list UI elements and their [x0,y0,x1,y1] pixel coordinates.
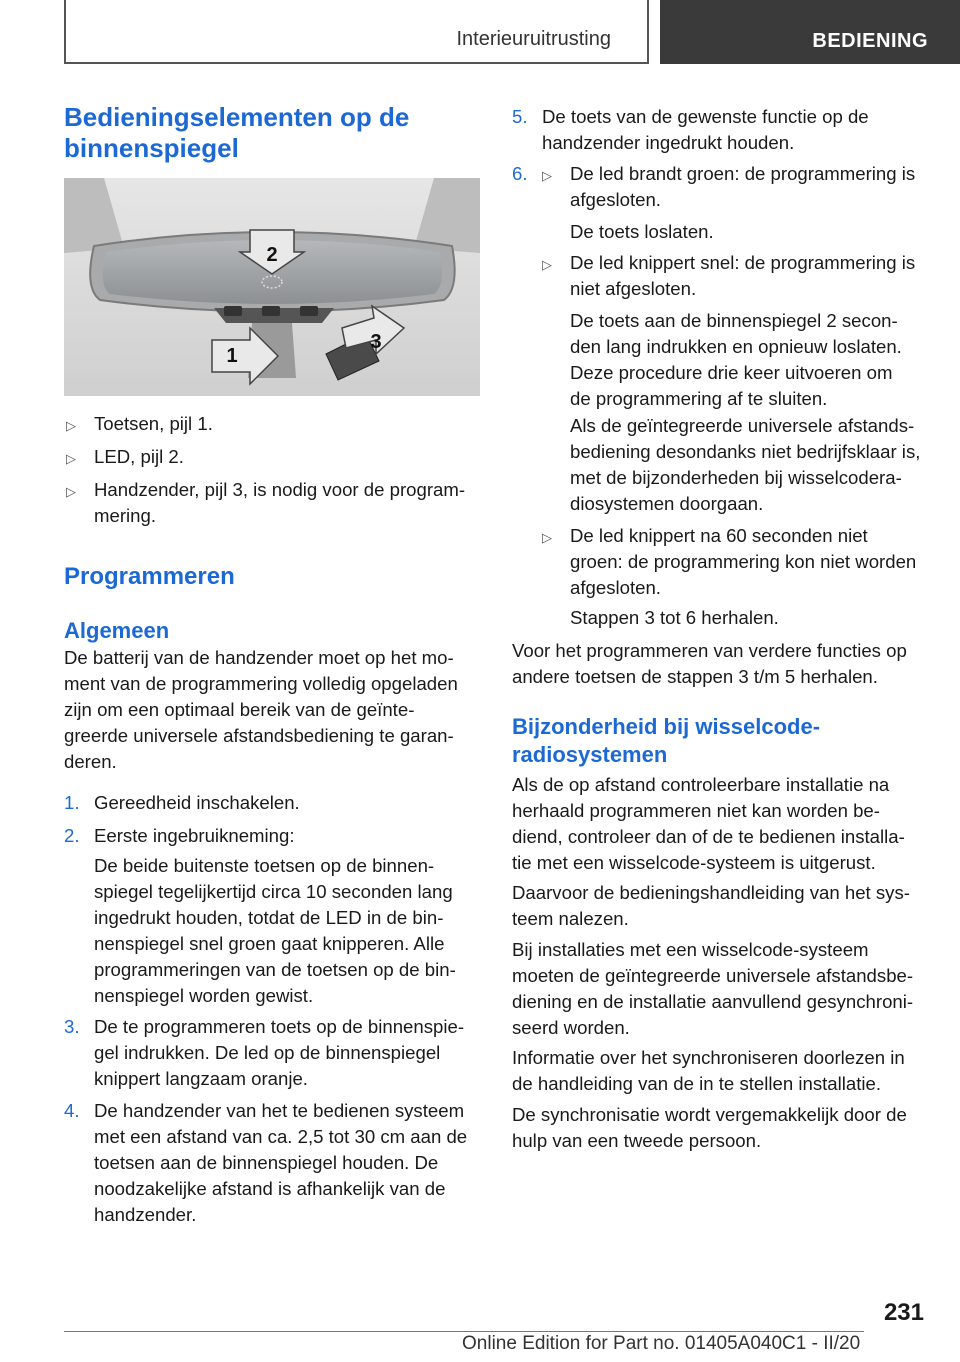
step-number: 6. [512,163,528,184]
step-detail: De toets loslaten. [570,221,714,242]
bullet-icon: ▷ [542,168,552,183]
heading-wisselcode: Bijzonderheid bij wisselcode- radiosystemen [512,714,821,767]
step-text: Eerste ingebruikneming: [94,825,295,846]
page-title: Bedieningselementen op de binnenspiegel [64,102,410,163]
footer-rule [64,1331,864,1332]
step-detail: De beide buitenste toetsen op de binnen- spiegel tegelijkertijd circa 10 seconden lang ingedrukt houden, totdat de LED in de bin- nenspiegel snel groen gaat knipperen. Alle programmeringen van de toetsen op de bin- nenspiegel worden gewist. [94,855,456,1006]
paragraph: Daarvoor de bedieningshandleiding van het sys- teem nalezen. [512,882,910,929]
bullet-icon: ▷ [542,530,552,545]
header-section: Interieuruitrusting [456,28,611,50]
step-text: Gereedheid inschakelen. [94,792,300,813]
step-number: 5. [512,106,528,127]
step-detail: Als de geïntegreerde universele afstands- bediening desondanks niet bedrijfsklaar is, met de bijzonderheden bij wisselcodera- diosystemen doorgaan. [570,415,921,514]
figure-label-3: 3 [370,331,382,353]
bullet-icon: ▷ [542,257,552,272]
intro-paragraph: De batterij van de handzender moet op het mo- ment van de programmering volledig opgeladen zijn om een optimaal bereik van de geïnte- greerde universele afstandsbediening te garan- deren. [64,647,458,772]
page-number: 231 [883,1299,924,1326]
step-text: De toets van de gewenste functie op de handzender ingedrukt houden. [542,106,869,153]
bullet-item: Handzender, pijl 3, is nodig voor de program- [94,479,466,500]
footer-edition: Online Edition for Part no. 01405A040C1 - II/20 [462,1333,861,1354]
step-number: 2. [64,825,80,846]
paragraph: De synchronisatie wordt vergemakkelijk door de hulp van een tweede persoon. [512,1104,907,1151]
step-number: 3. [64,1016,80,1037]
figure-label-2: 2 [266,244,278,266]
bullet-icon: ▷ [66,451,76,466]
heading-programmeren: Programmeren [64,563,235,590]
figure-label-1: 1 [226,345,238,367]
step-text: De led brandt groen: de programmering is afgesloten. [570,163,916,210]
step-detail: De toets aan de binnenspiegel 2 secon- den lang indrukken en opnieuw loslaten. Deze procedure drie keer uitvoeren om de programmering af te sluiten. [570,310,902,409]
heading-algemeen: Algemeen [64,618,170,643]
bullet-icon: ▷ [66,418,76,433]
bullet-icon: ▷ [66,484,76,499]
step-number: 1. [64,792,80,813]
mirror-figure [64,178,480,396]
paragraph: Voor het programmeren van verdere functies op andere toetsen de stappen 3 t/m 5 herhalen. [512,640,907,687]
bullet-item: LED, pijl 2. [94,446,184,467]
bullet-item: Toetsen, pijl 1. [94,413,213,434]
step-text: De led knippert na 60 seconden niet groen: de programmering kon niet worden afgesloten. [570,525,917,598]
bullet-item-cont: mering. [94,505,157,526]
header-chapter: BEDIENING [660,0,960,64]
paragraph: Informatie over het synchroniseren doorlezen in de handleiding van de in te stellen installatie. [512,1047,905,1094]
step-text: De te programmeren toets op de binnenspie- gel indrukken. De led op de binnenspiegel knippert langzaam oranje. [94,1016,465,1089]
header-left-frame [64,0,649,64]
step-text: De handzender van het te bedienen systeem met een afstand van ca. 2,5 tot 30 cm aan de toetsen aan de binnenspiegel houden. De noodzakelijke afstand is afhankelijk van de handzender. [94,1100,468,1225]
step-text: De led knippert snel: de programmering is niet afgesloten. [570,252,916,299]
step-number: 4. [64,1100,80,1121]
step-detail: Stappen 3 tot 6 herhalen. [570,607,779,628]
paragraph: Als de op afstand controleerbare installatie na herhaald programmeren niet kan worden be- diend, controleer dan of de te bedienen installa- tie met een wisselcode-systeem is uitgerust. [512,774,905,873]
paragraph: Bij installaties met een wisselcode-systeem moeten de geïntegreerde universele afstandsbe- diening en de installatie aanvullend gesynchroni- seerd worden. [512,939,914,1038]
